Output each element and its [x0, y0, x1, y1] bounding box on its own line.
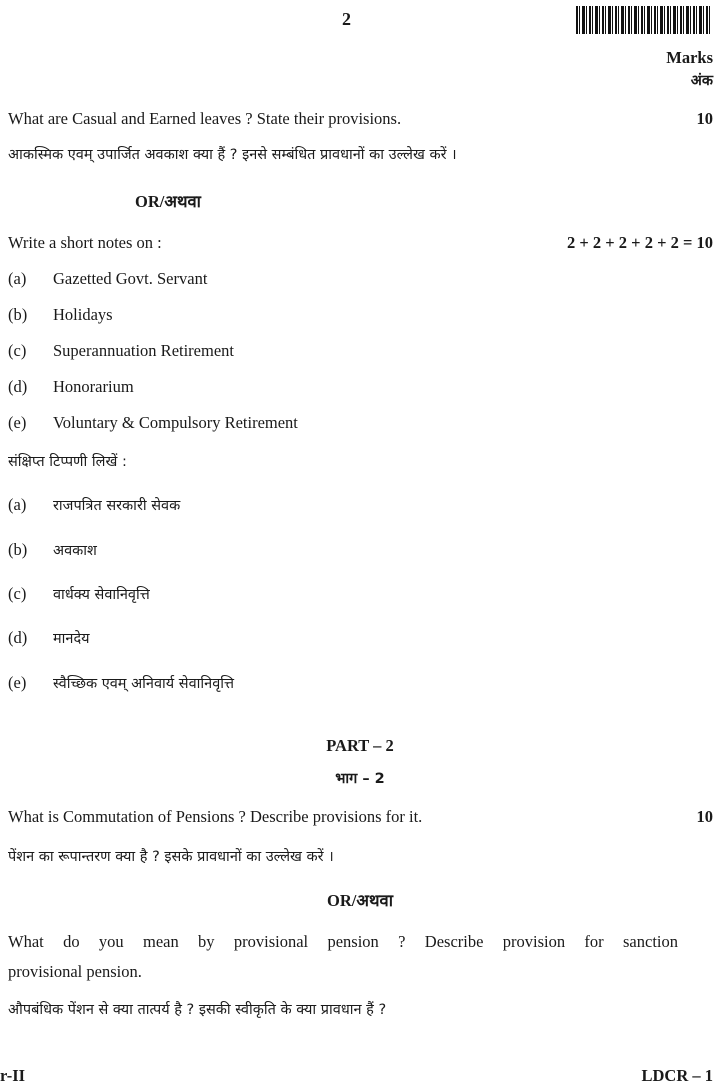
item-label: (c) [8, 584, 27, 603]
or-separator-1: OR/अथवा [135, 192, 201, 211]
marks-heading: Marks [666, 48, 713, 67]
item-label: (c) [8, 341, 27, 360]
part-2-title: PART – 2 [326, 736, 394, 755]
question-2-intro: Write a short notes on : [8, 233, 162, 252]
item-text: Gazetted Govt. Servant [53, 269, 208, 288]
item-text: Superannuation Retirement [53, 341, 234, 360]
item-text: Voluntary & Compulsory Retirement [53, 413, 298, 432]
question-2-intro-hindi: संक्षिप्त टिप्पणी लिखें : [8, 454, 127, 470]
barcode [576, 6, 710, 34]
question-4-text-line-2: provisional pension. [8, 962, 142, 981]
item-label: (e) [8, 413, 27, 432]
item-label: (a) [8, 495, 27, 514]
question-3-text: What is Commutation of Pensions ? Describe provisions for it. [8, 807, 423, 826]
item-text: अवकाश [53, 543, 97, 559]
item-text: Holidays [53, 305, 113, 324]
marks-heading-hindi: अंक [690, 73, 713, 89]
item-label: (a) [8, 269, 27, 288]
question-1-marks: 10 [696, 109, 713, 128]
footer-paper-code: LDCR – 1 [641, 1066, 713, 1085]
item-label: (d) [8, 628, 28, 647]
item-label: (d) [8, 377, 28, 396]
question-3-marks: 10 [696, 807, 713, 826]
question-2-marks: 2 + 2 + 2 + 2 + 2 = 10 [566, 233, 713, 252]
page-number: 2 [342, 9, 351, 29]
footer-left-code: r-II [0, 1066, 26, 1085]
item-text: वार्धक्य सेवानिवृत्ति [53, 587, 150, 603]
question-3-text-hindi: पेंशन का रूपान्तरण क्या है ? इसके प्रावधानों का उल्लेख करें । [8, 849, 334, 865]
question-1-text-hindi: आकस्मिक एवम् उपार्जित अवकाश क्या हैं ? इनसे सम्बंधित प्रावधानों का उल्लेख करें । [8, 147, 457, 163]
or-separator-2: OR/अथवा [327, 891, 393, 910]
item-label: (e) [8, 673, 27, 692]
item-text: Honorarium [53, 377, 134, 396]
item-text: मानदेय [53, 631, 90, 647]
question-1-text: What are Casual and Earned leaves ? State their provisions. [8, 109, 402, 128]
part-2-title-hindi: भाग – 2 [335, 771, 385, 787]
item-label: (b) [8, 305, 28, 324]
item-label: (b) [8, 540, 28, 559]
item-text: राजपत्रित सरकारी सेवक [53, 498, 181, 514]
question-4-text-hindi: औपबंधिक पेंशन से क्या तात्पर्य है ? इसकी स्वीकृति के क्या प्रावधान हैं ? [8, 1002, 387, 1018]
item-text: स्वैच्छिक एवम् अनिवार्य सेवानिवृत्ति [53, 676, 235, 692]
question-4-text-line-1: What do you mean by provisional pension ? Describe provision for sanction [8, 932, 678, 951]
